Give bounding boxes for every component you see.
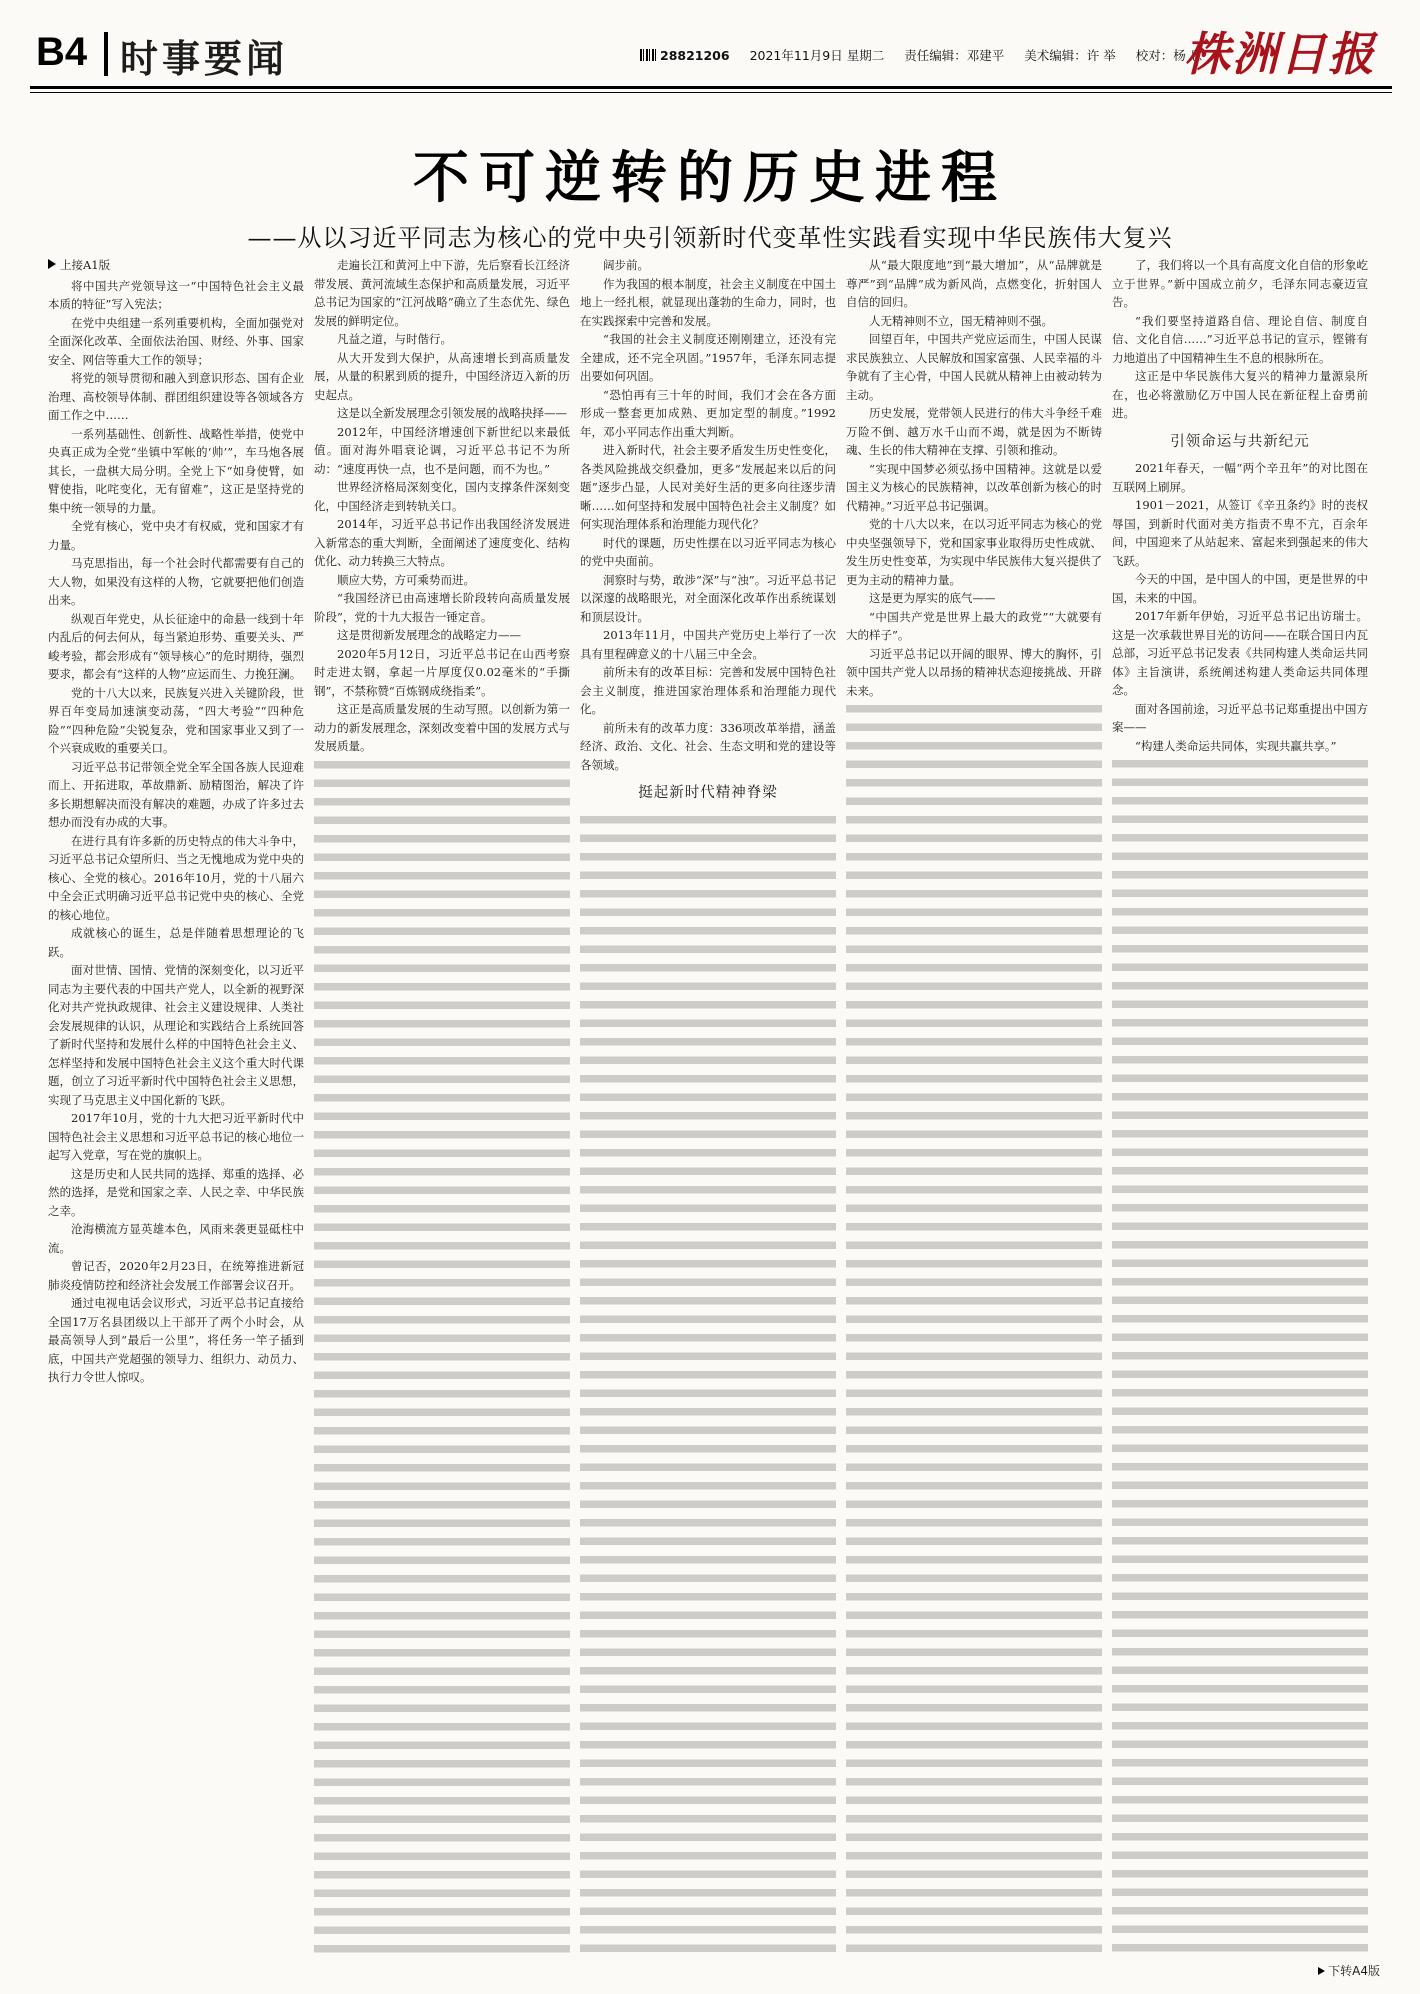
col4-paragraph: 回望百年，中国共产党应运而生，中国人民谋求民族独立、人民解放和国家富强、人民幸福的斗争就有了主心骨，中国人民就从精神上由被动转为主动。 <box>846 332 1102 402</box>
col4-paragraph: 党的十八大以来，在以习近平同志为核心的党中央坚强领导下，党和国家事业取得历史性成就、发生历史性变革，为实现中华民族伟大复兴提供了更为主动的精神力量。 <box>846 517 1102 587</box>
col2-paragraph: 世界经济格局深刻变化，国内支撑条件深刻变化，中国经济走到转轨关口。 <box>314 480 570 513</box>
col3-paragraph: 前所未有的改革力度：336项改革举措，涵盖经济、政治、文化、社会、生态文明和党的建设等各领域。 <box>580 720 836 772</box>
col1-paragraph: 沧海横流方显英雄本色，风雨来袭更显砥柱中流。 <box>48 1222 304 1255</box>
col1-paragraph: 通过电视电话会议形式，习近平总书记直接给全国17万名县团级以上干部开了两个小时会，从最高领导人到“最后一公里”，将任务一竿子插到底，中国共产党超强的领导力、组织力、动员力、执行力令世人惊叹。 <box>48 1296 304 1384</box>
col5-paragraph: 了，我们将以一个具有高度文化自信的形象屹立于世界。”新中国成立前夕，毛泽东同志豪迈宣告。 <box>1112 258 1368 309</box>
column-2 <box>314 256 570 1956</box>
issue-meta <box>640 46 1218 64</box>
header-divider <box>104 32 108 76</box>
subheading: 挺起新时代精神脊梁 <box>638 785 778 801</box>
text-continuation <box>314 756 570 1957</box>
col2-paragraph: 2012年，中国经济增速创下新世纪以来最低值。面对海外唱衰论调，习近平总书记不为所动：“速度再快一点，也不是问题，而不为也。” <box>314 424 570 476</box>
col2-paragraph: 这正是高质量发展的生动写照。以创新为第一动力的新发展理念，深刻改变着中国的发展方式与发展质量。 <box>314 702 570 753</box>
hotline: 28821206 <box>640 48 730 63</box>
col4-paragraph: 历史发展，党带领人民进行的伟大斗争经千难万险不倒、越万水千山而不竭，就是因为不断铸魂、生长的伟大精神在支撑、引领和推动。 <box>846 406 1102 457</box>
text-continuation <box>846 700 1102 1956</box>
col1-paragraph: 曾记否，2020年2月23日，在统筹推进新冠肺炎疫情防控和经济社会发展工作部署会议召开。 <box>48 1259 304 1292</box>
col1-paragraph: 面对世情、国情、党情的深刻变化，以习近平同志为主要代表的中国共产党人，以全新的视野深化对共产党执政规律、社会主义建设规律、人类社会发展规律的认识，从理论和实践结合上系统回答了新时代坚持和发展什么样的中国特色社会主义、怎样坚持和发展中国特色社会主义这个重大时代课题，创立了习近平新时代中国特色社会主义思想，实现了马克思主义中国化新的飞跃。 <box>48 963 304 1107</box>
editor-credit: 责任编辑：邓建平 <box>904 48 1005 63</box>
col2-paragraph: 从大开发到大保护，从高速增长到高质量发展，从量的积累到质的提升，中国经济迈入新的历史起点。 <box>314 350 570 402</box>
col2-paragraph: 这是贯彻新发展理念的战略定力—— <box>337 628 521 642</box>
col4-paragraph: 这是更为厚实的底气—— <box>869 591 996 605</box>
col1-paragraph: 全党有核心，党中央才有权威，党和国家才有力量。 <box>48 519 304 552</box>
col1-paragraph: 在进行具有许多新的历史特点的伟大斗争中，习近平总书记众望所归、当之无愧地成为党中央的核心、全党的核心。2016年10月，党的十八届六中全会正式明确习近平总书记党中央的核心、全党的核心地位。 <box>48 833 304 922</box>
top-rule <box>30 86 1392 89</box>
column-1 <box>48 256 304 1956</box>
col3-paragraph: “我国的社会主义制度还刚刚建立，还没有完全建成，还不完全巩固。”1957年，毛泽东同志提出要如何巩固。 <box>580 332 836 383</box>
page-number: B4 <box>36 30 88 74</box>
col5-paragraph: 这正是中华民族伟大复兴的精神力量源泉所在，也必将激励亿万中国人民在新征程上奋勇前进。 <box>1112 369 1368 420</box>
column-5 <box>1112 256 1368 1956</box>
issue-date: 2021年11月9日 星期二 <box>749 48 885 63</box>
text-continuation <box>1112 755 1368 1956</box>
col3-paragraph: 前所未有的改革目标：完善和发展中国特色社会主义制度，推进国家治理体系和治理能力现代化。 <box>580 665 836 716</box>
subheading: 引领命运与共新纪元 <box>1170 433 1310 450</box>
col2-paragraph: 2014年，习近平总书记作出我国经济发展进入新常态的重大判断，全面阐述了速度变化、结构优化、动力转换三大特点。 <box>314 517 570 568</box>
col1-paragraph: 一系列基础性、创新性、战略性举措，使党中央真正成为全党“坐镇中军帐的‘帅’”，车马炮各展其长，一盘棋大局分明。全党上下“如身使臂，如臂使指，叱咤变化，无有留难”，这正是坚持党的集中统一领导的力量。 <box>48 426 304 515</box>
col1-paragraph: 纵观百年党史，从长征途中的命悬一线到十年内乱后的何去何从，每当紧迫形势、重要关头、严峻考验，都会形成有“领导核心”的危时期待，强烈要求，都会有“这样的人物”应运而生、力挽狂澜。 <box>48 611 304 681</box>
section-name: 时事要闻 <box>120 37 289 81</box>
col3-paragraph: 进入新时代，社会主要矛盾发生历史性变化，各类风险挑战交织叠加，更多“发展起来以后的问题”逐步凸显，人民对美好生活的更多向往逐步清晰……如何坚持和发展中国特色社会主义制度？如何实现治理体系和治理能力现代化？ <box>580 443 836 531</box>
column-4 <box>846 256 1102 1956</box>
col3-paragraph: 时代的课题，历史性摆在以习近平同志为核心的党中央面前。 <box>580 535 836 568</box>
col5b-paragraph: 2021年春天，一幅“两个辛丑年”的对比图在互联网上刷屏。 <box>1112 461 1368 494</box>
col1-paragraph: 成就核心的诞生，总是伴随着思想理论的飞跃。 <box>48 926 304 959</box>
col1-paragraph: 这是历史和人民共同的选择、郑重的选择、必然的选择，是党和国家之幸、人民之幸、中华民族之幸。 <box>48 1166 304 1218</box>
col5b-paragraph: 2017年新年伊始，习近平总书记出访瑞士。这是一次承载世界目光的访问——在联合国日内瓦总部，习近平总书记发表《共同构建人类命运共同体》主旨演讲，系统阐述构建人类命运共同体理念。 <box>1112 609 1368 697</box>
col1-paragraph: 习近平总书记带领全党全军全国各族人民迎难而上、开拓进取，革故鼎新、励精图治，解决了许多长期想解决而没有解决的难题，办成了许多过去想办而没有办成的大事。 <box>48 759 304 829</box>
continued-note: 上接A1版 <box>48 256 304 275</box>
top-rule-thin <box>30 92 1392 93</box>
col1-paragraph: 将中国共产党领导这一“中国特色社会主义最本质的特征”写入宪法； <box>48 278 304 311</box>
col1-paragraph: 党的十八大以来，民族复兴进入关键阶段，世界百年变局加速演变动荡，“四大考验”“四种危险”“四种危险”尖锐复杂，党和国家事业又到了一个兴衰成败的重要关口。 <box>48 685 304 755</box>
col1-paragraph: 在党中央组建一系列重要机构，全面加强党对全面深化改革、全面依法治国、财经、外事、国家安全、网信等重大工作的领导； <box>48 315 304 367</box>
col1-paragraph: 将党的领导贯彻和融入到意识形态、国有企业治理、高校领导体制、群团组织建设等各领域各方面工作之中…… <box>48 371 304 422</box>
col2-paragraph: “我国经济已由高速增长阶段转向高质量发展阶段”，党的十九大报告一锤定音。 <box>314 591 570 624</box>
col3-paragraph: 洞察时与势，敢涉“深”与“浊”。习近平总书记以深邃的战略眼光，对全面深化改革作出系统谋划和顶层设计。 <box>580 572 836 624</box>
barcode-icon <box>640 49 658 61</box>
col4-paragraph: 人无精神则不立，国无精神则不强。 <box>869 313 1053 328</box>
col2-paragraph: 2020年5月12日，习近平总书记在山西考察时走进太钢，拿起一片厚度仅0.02毫米的“手撕钢”，不禁称赞“百炼钢成绕指柔”。 <box>314 646 570 698</box>
col4-paragraph: “中国共产党是世界上最大的政党”“大就要有大的样子”。 <box>846 609 1102 642</box>
article-body <box>48 256 1368 1956</box>
col1-paragraph: 2017年10月，党的十九大把习近平新时代中国特色社会主义思想和习近平总书记的核心地位一起写入党章，写在党的旗帜上。 <box>48 1111 304 1162</box>
col2-paragraph: 凡益之道，与时偕行。 <box>337 332 452 346</box>
triangle-icon <box>48 259 56 269</box>
col5b-paragraph: 1901－2021，从签订《辛丑条约》时的丧权辱国，到新时代面对美方指责不卑不亢，百余年间，中国迎来了从站起来、富起来到强起来的伟大飞跃。 <box>1112 498 1368 568</box>
col2-paragraph: 这是以全新发展理念引领发展的战略抉择—— <box>337 406 567 420</box>
col4-paragraph: 从“最大限度地”到“最大增加”，从“品牌就是尊严”到“品牌”成为新风尚，点燃变化，折射国人自信的回归。 <box>846 258 1102 309</box>
col3-paragraph: 作为我国的根本制度，社会主义制度在中国土地上一经扎根，就显现出蓬勃的生命力，同时，也在实践探索中完善和发展。 <box>580 276 836 328</box>
col5-paragraph: “我们要坚持道路自信、理论自信、制度自信、文化自信……”习近平总书记的宣示，铿锵有力地道出了中国精神生生不息的根脉所在。 <box>1112 313 1368 365</box>
col3-paragraph: 阔步前。 <box>603 258 649 272</box>
col2-paragraph: 走遍长江和黄河上中下游，先后察看长江经济带发展、黄河流域生态保护和高质量发展，习近平总书记为国家的“江河战略”确立了生态优先、绿色发展的鲜明定位。 <box>314 258 570 328</box>
col3-paragraph: 2013年11月，中国共产党历史上举行了一次具有里程碑意义的十八届三中全会。 <box>580 628 836 661</box>
col4-paragraph: “实现中国梦必须弘扬中国精神。这就是以爱国主义为核心的民族精神，以改革创新为核心的时代精神。”习近平总书记强调。 <box>846 461 1102 513</box>
proof-credit: 校对：杨 息 <box>1135 48 1203 63</box>
page-header <box>0 0 1420 86</box>
triangle-icon <box>1318 1967 1325 1975</box>
text-continuation <box>580 811 836 1957</box>
turn-note: 下转A4版 <box>1318 1962 1380 1979</box>
article-subtitle: ——从以习近平同志为核心的党中央引领新时代变革性实践看实现中华民族伟大复兴 <box>247 224 1173 252</box>
col2-paragraph: 顺应大势，方可乘势而进。 <box>337 572 475 587</box>
col4-paragraph: 习近平总书记以开阔的眼界、博大的胸怀，引领中国共产党人以昂扬的精神状态迎接挑战、开辟未来。 <box>846 646 1102 698</box>
newspaper-logo: 株洲日报 <box>1184 27 1376 81</box>
col5b-paragraph: 今天的中国，是中国人的中国，更是世界的中国，未来的中国。 <box>1112 572 1368 605</box>
col3-paragraph: “恐怕再有三十年的时间，我们才会在各方面形成一整套更加成熟、更加定型的制度。”1992年，邓小平同志作出重大判断。 <box>580 387 836 439</box>
article-title: 不可逆转的历史进程 <box>413 146 1007 211</box>
col5b-paragraph: “构建人类命运共同体，实现共赢共享。” <box>1135 738 1337 753</box>
col5b-paragraph: 面对各国前途，习近平总书记郑重提出中国方案—— <box>1112 701 1368 734</box>
col1-paragraph: 马克思指出，每一个社会时代都需要有自己的大人物，如果没有这样的人物，它就要把他们创造出来。 <box>48 556 304 607</box>
column-3 <box>580 256 836 1956</box>
designer-credit: 美术编辑：许 举 <box>1024 48 1116 63</box>
